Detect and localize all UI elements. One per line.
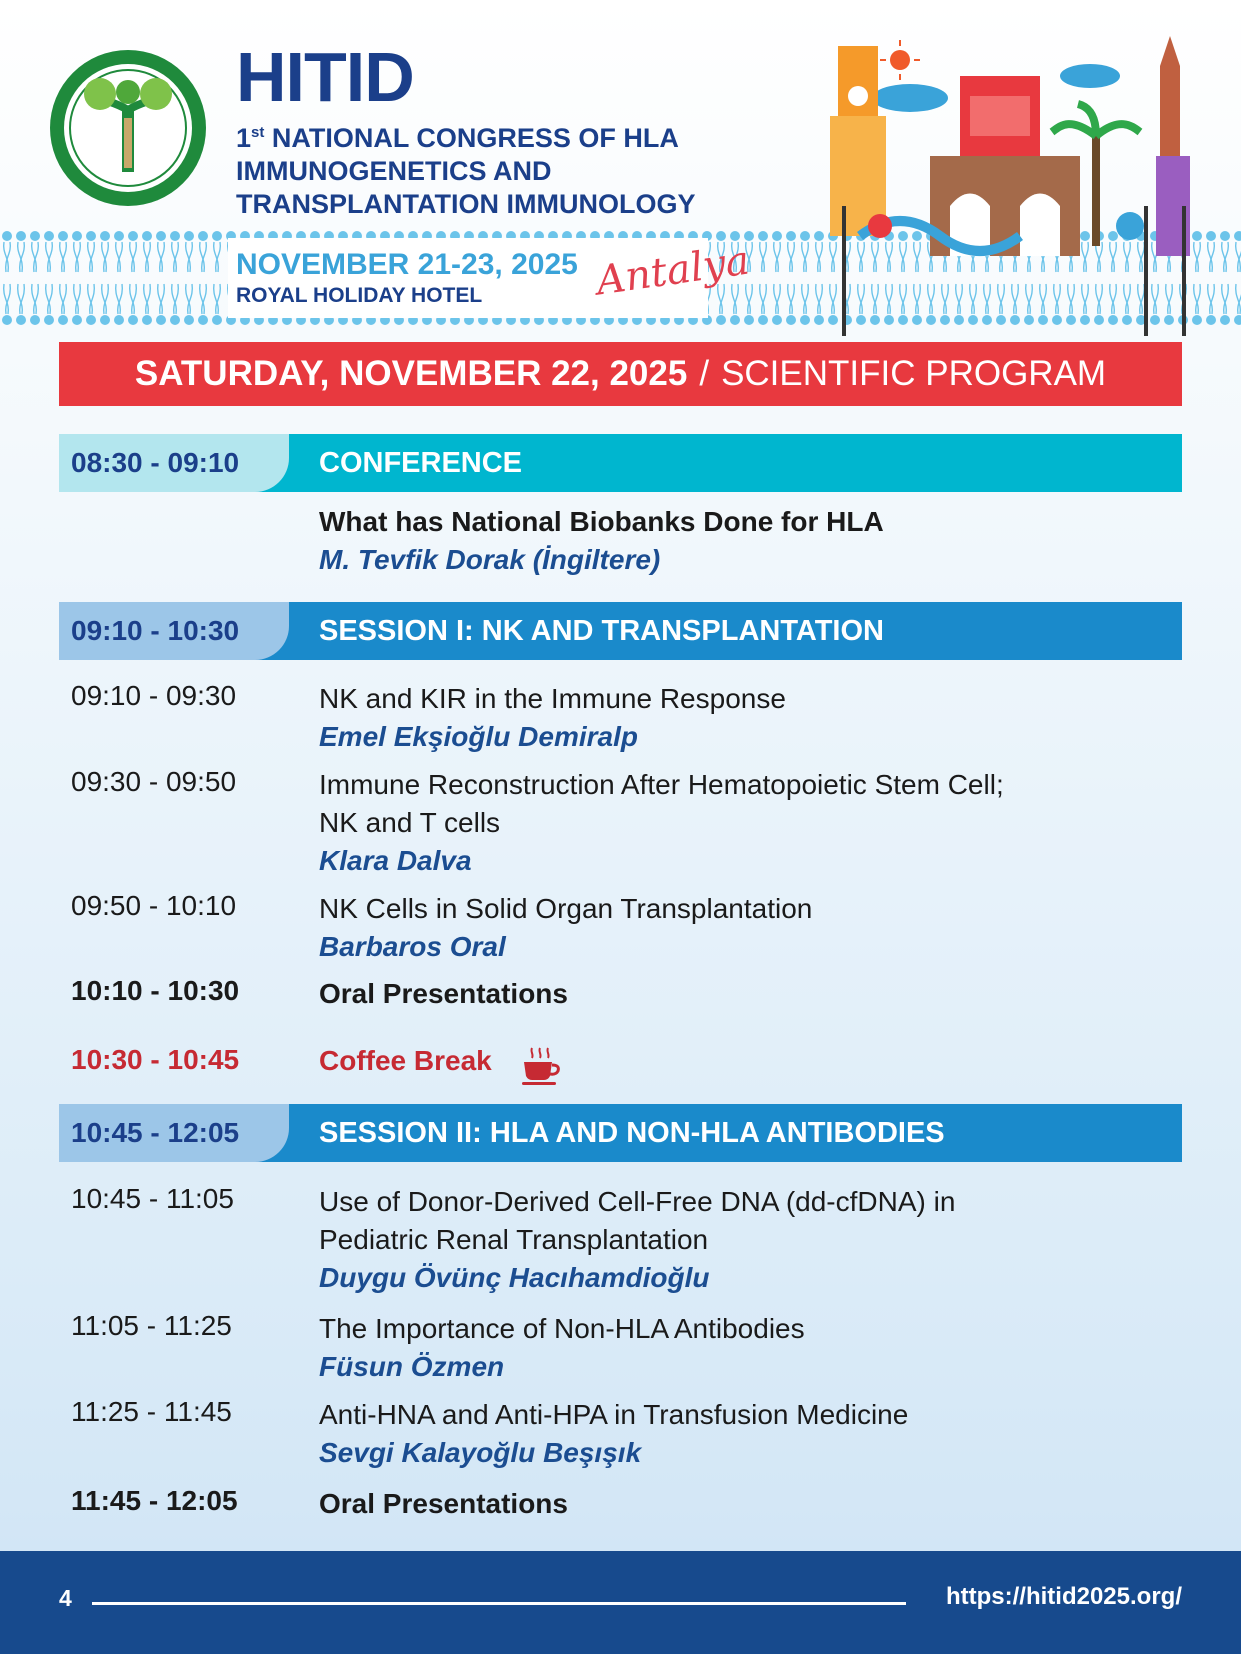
subtitle-line-1: NATIONAL CONGRESS OF HLA: [271, 123, 679, 153]
item-speaker: Sevgi Kalayoğlu Beşışık: [319, 1437, 642, 1468]
coffee-time: 10:30 - 10:45: [71, 1044, 240, 1075]
website-link[interactable]: https://hitid2025.org/: [945, 1583, 1182, 1610]
ordinal-number: 1: [236, 123, 252, 153]
day-banner: [59, 342, 1182, 406]
item-speaker: Klara Dalva: [319, 845, 472, 876]
item-speaker: Barbaros Oral: [319, 931, 506, 962]
item-talk: Oral Presentations: [319, 978, 568, 1009]
city-name: Antalya: [593, 237, 753, 305]
item-talk: The Importance of Non-HLA Antibodies: [319, 1313, 805, 1344]
item-talk: Oral Presentations: [319, 1488, 568, 1519]
conference-talk: What has National Biobanks Done for HLA: [319, 506, 884, 537]
item-talk: NK and KIR in the Immune Response: [319, 683, 786, 714]
item-time: 11:05 - 11:25: [71, 1310, 232, 1341]
item-speaker: Emel Ekşioğlu Demiralp: [319, 721, 638, 752]
subtitle-line-3: TRANSPLANTATION IMMUNOLOGY: [236, 189, 696, 219]
coffee-label: Coffee Break: [319, 1045, 492, 1076]
item-speaker: Füsun Özmen: [319, 1351, 505, 1382]
conference-time: 08:30 - 09:10: [59, 434, 289, 492]
congress-venue: ROYAL HOLIDAY HOTEL: [236, 284, 483, 307]
item-time: 10:45 - 11:05: [71, 1183, 234, 1214]
page-footer: [0, 1551, 1241, 1654]
session-2-bar: [59, 1104, 1182, 1162]
item-talk: Anti-HNA and Anti-HPA in Transfusion Medicine: [319, 1399, 909, 1430]
footer-divider: [92, 1602, 906, 1605]
session-1-time: 09:10 - 10:30: [59, 602, 289, 660]
banner-day: SATURDAY, NOVEMBER 22, 2025: [134, 354, 688, 393]
coffee-cup-icon: [520, 1046, 562, 1086]
session-1-title: SESSION I: NK AND TRANSPLANTATION: [319, 614, 884, 647]
item-time: 10:10 - 10:30: [71, 975, 240, 1006]
item-time: 09:50 - 10:10: [71, 890, 237, 921]
session-2-title: SESSION II: HLA AND NON-HLA ANTIBODIES: [319, 1116, 945, 1149]
conference-speaker: M. Tevfik Dorak (İngiltere): [319, 544, 661, 575]
item-talk-line-2: NK and T cells: [319, 807, 501, 838]
item-time: 09:30 - 09:50: [71, 766, 237, 797]
society-logo-icon: [48, 48, 208, 208]
item-speaker: Duygu Övünç Hacıhamdioğlu: [319, 1262, 710, 1293]
conference-title: CONFERENCE: [319, 446, 523, 479]
item-talk: NK Cells in Solid Organ Transplantation: [319, 893, 813, 924]
antalya-landmarks-icon: [820, 36, 1210, 336]
item-talk-line-1: Use of Donor-Derived Cell-Free DNA (dd-cfDNA) in: [319, 1186, 956, 1217]
item-time: 11:25 - 11:45: [71, 1396, 232, 1427]
banner-separator: /: [699, 354, 710, 393]
subtitle-line-2: IMMUNOGENETICS AND: [236, 156, 552, 186]
item-talk-line-2: Pediatric Renal Transplantation: [319, 1224, 709, 1255]
conference-bar: [59, 434, 1182, 492]
page-header: [0, 0, 1241, 335]
item-time: 11:45 - 12:05: [71, 1485, 238, 1516]
item-time: 09:10 - 09:30: [71, 680, 237, 711]
brand-title: HITID: [236, 38, 414, 116]
ordinal-suffix: st: [251, 124, 265, 141]
congress-subtitle: [236, 116, 695, 221]
page-number: 4: [59, 1585, 72, 1611]
session-2-time: 10:45 - 12:05: [59, 1104, 289, 1162]
banner-section: SCIENTIFIC PROGRAM: [721, 354, 1107, 393]
congress-dates: NOVEMBER 21-23, 2025: [236, 248, 578, 281]
item-talk-line-1: Immune Reconstruction After Hematopoietic Stem Cell;: [319, 769, 1004, 800]
session-1-bar: [59, 602, 1182, 660]
